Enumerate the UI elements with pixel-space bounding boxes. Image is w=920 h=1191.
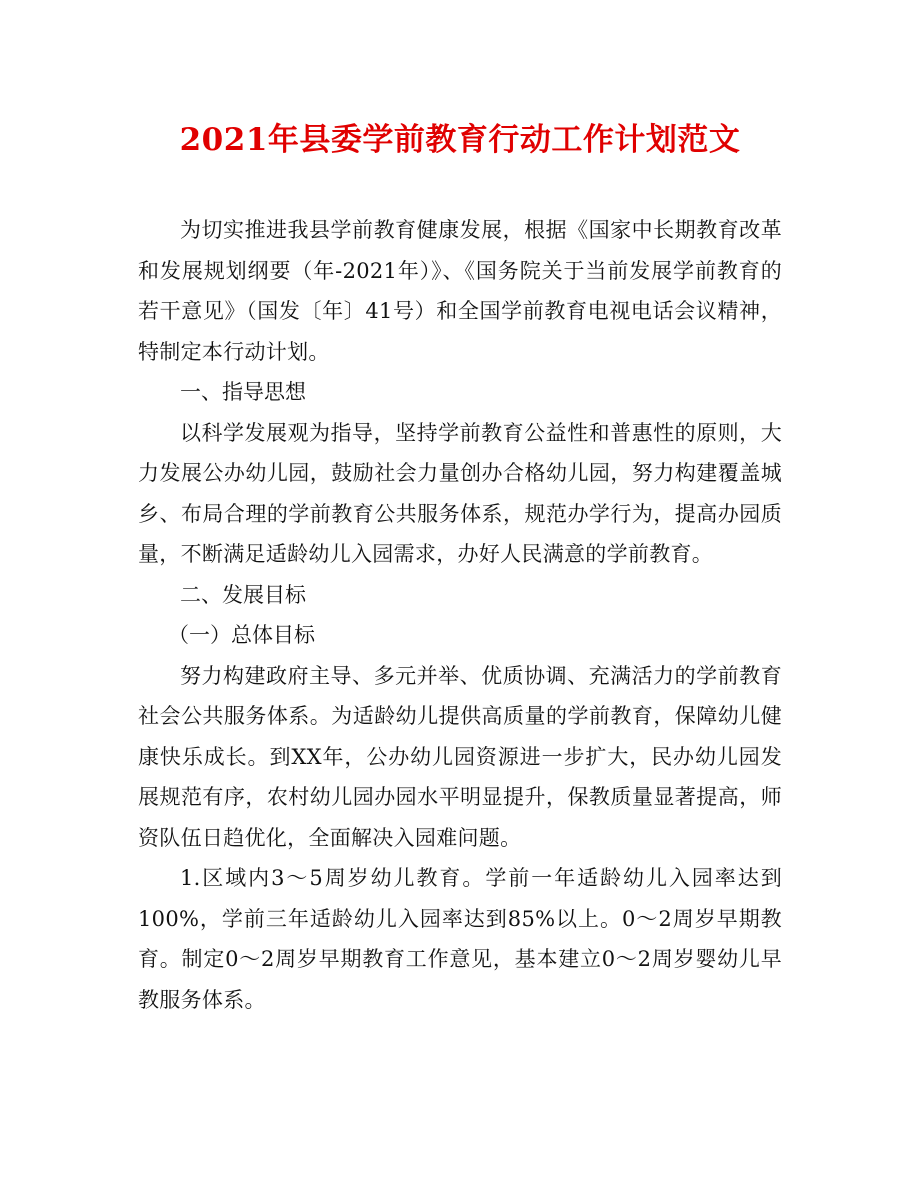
subsection-heading-overall-goals: （一）总体目标 (168, 623, 315, 647)
intro-paragraph: 为切实推进我县学前教育健康发展，根据《国家中长期教育改革和发展规划纲要（年-2021年）》、《国务院关于当前发展学前教育的若干意见》（国发〔年〕41号）和全国学前教育电视电话会议精神，特制定本行动计划。 (138, 218, 782, 364)
goal-item-1-paragraph: 1.区域内3～5周岁幼儿教育。学前一年适龄幼儿入园率达到100%，学前三年适龄幼儿入园率达到85%以上。0～2周岁早期教育。制定0～2周岁早期教育工作意见，基本建立0～2周岁婴幼儿早教服务体系。 (138, 866, 782, 1012)
section-heading-development-goals: 二、发展目标 (180, 582, 306, 607)
overall-goals-paragraph: 努力构建政府主导、多元并举、优质协调、充满活力的学前教育社会公共服务体系。为适龄幼儿提供高质量的学前教育，保障幼儿健康快乐成长。到XX年，公办幼儿园资源进一步扩大，民办幼儿园发展规范有序，农村幼儿园办园水平明显提升，保教质量显著提高，师资队伍日趋优化，全面解决入园难问题。 (138, 663, 782, 850)
document-title: 2021年县委学前教育行动工作计划范文 (179, 122, 741, 158)
section-heading-guiding-ideology: 一、指导思想 (180, 380, 306, 404)
guiding-ideology-paragraph: 以科学发展观为指导，坚持学前教育公益性和普惠性的原则，大力发展公办幼儿园，鼓励社会力量创办合格幼儿园，努力构建覆盖城乡、布局合理的学前教育公共服务体系，规范办学行为，提高办园质量，不断满足适龄幼儿入园需求，办好人民满意的学前教育。 (138, 420, 782, 566)
document-body (138, 210, 782, 1020)
